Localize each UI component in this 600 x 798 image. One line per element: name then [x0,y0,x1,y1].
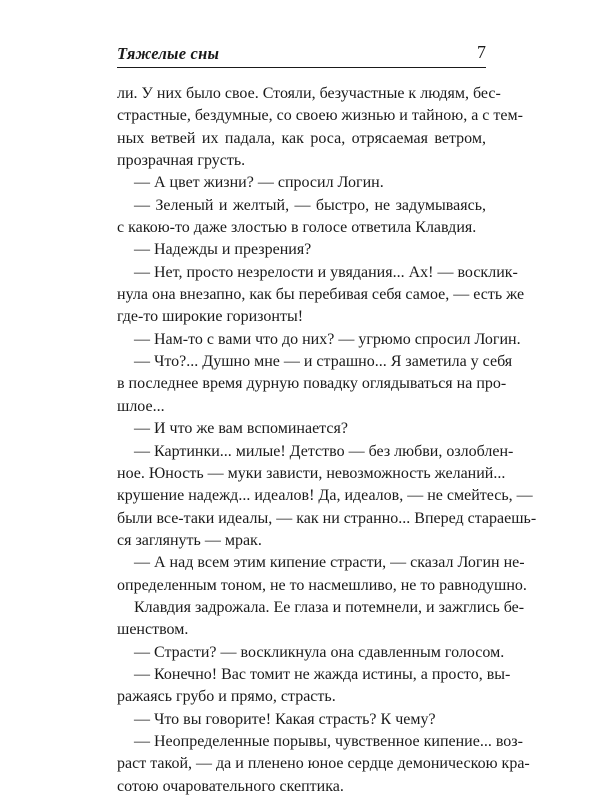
text-line: — Зеленый и желтый, — быстро, не задумываясь, [134,196,486,214]
text-line: — Нет, просто незрелости и увядания... Ах! — восклик- [134,263,518,281]
text-line: — Страсти? — воскликнула она сдавленным голосом. [134,643,505,661]
text-line: — Неопределенные порывы, чувственное кипение... воз- [134,732,523,750]
text-line: определенным тоном, не то насмешливо, не то равнодушно. [117,576,527,594]
text-line: — И что же вам вспоминается? [134,420,348,438]
text-line: ное. Юность — муки зависти, невозможность желаний... [117,464,506,482]
text-line: Клавдия задрожала. Ее глаза и потемнели, и зажглись бе- [134,598,525,616]
text-line: — Что?... Душно мне — и страшно... Я заметила у себя [134,353,513,371]
header-rule [117,67,486,68]
running-header [117,44,486,66]
text-line: — А цвет жизни? — спросил Логин. [134,174,384,192]
text-line: прозрачная грусть. [117,152,246,170]
text-line: крушение надежд... идеалов! Да, идеалов, — не смейтесь, — [117,487,533,505]
text-line: ражаясь грубо и прямо, страсть. [117,688,336,706]
text-line: — Конечно! Вас томит не жажда истины, а просто, вы- [134,665,511,683]
text-line: ных ветвей их падала, как роса, отрясаемая ветром, [117,129,486,147]
running-title: Тяжелые сны [117,44,220,63]
text-line: шенством. [117,621,189,639]
text-line: были все-таки идеалы, — как ни странно... Вперед стараешь- [117,509,537,527]
text-line: ся заглянуть — мрак. [117,531,262,549]
text-line: нула она внезапно, как бы перебивая себя самое, — есть же [117,286,525,304]
text-line: сотою очаровательного скептика. [117,777,344,795]
text-line: — Надежды и презрения? [134,241,312,259]
text-line: где-то широкие горизонты! [117,308,304,326]
text-line: — Нам-то с вами что до них? — угрюмо спросил Логин. [134,330,521,348]
body-text [117,83,537,798]
text-line: шлое... [117,397,165,415]
text-line: раст такой, — да и пленено юное сердце демоническою кра- [117,755,530,773]
page-number: 7 [477,42,486,62]
text-line: с какою-то даже злостью в голосе ответила Клавдия. [117,219,477,237]
text-line: в последнее время дурную повадку оглядываться на про- [117,375,507,393]
text-line: — Картинки... милые! Детство — без любви, озлоблен- [134,442,514,460]
text-line: — А над всем этим кипение страсти, — сказал Логин не- [134,554,525,572]
text-line: ли. У них было свое. Стояли, безучастные к людям, бес- [117,85,501,102]
text-line: страстные, бездумные, со своею жизнью и тайною, а с тем- [117,107,523,125]
text-line: — Что вы говорите! Какая страсть? К чему? [134,710,436,728]
